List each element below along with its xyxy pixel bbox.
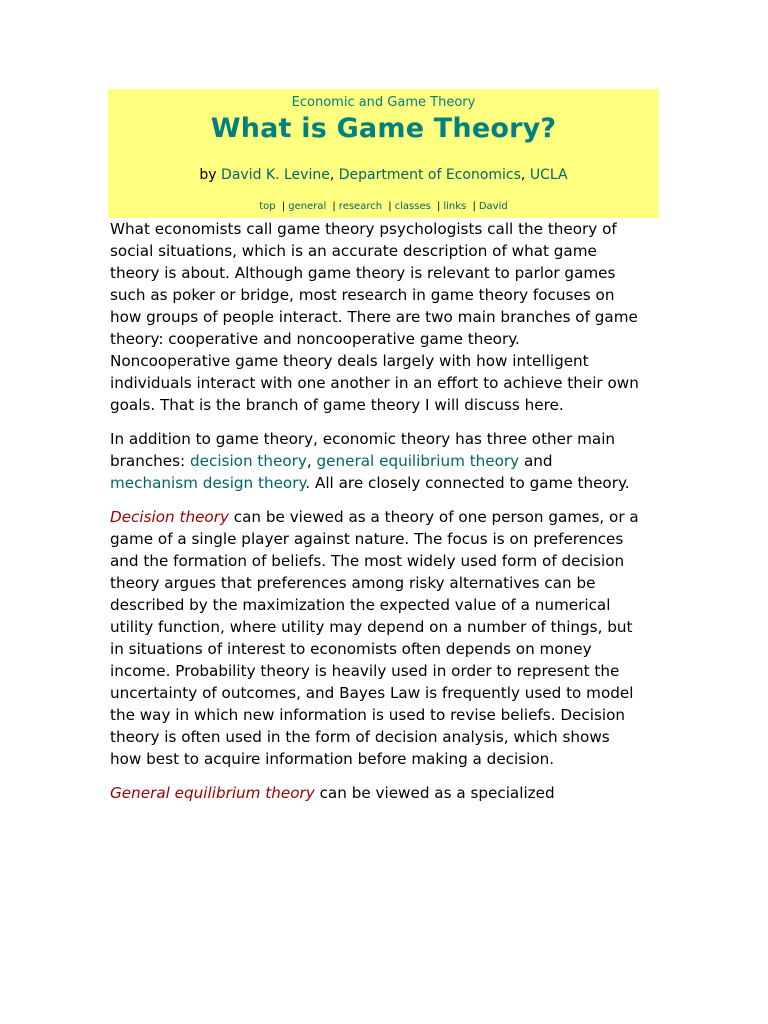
nav-separator: | [332,201,336,212]
term-general-equilibrium-theory: General equilibrium theory [110,784,315,802]
nav-link-research[interactable]: research [338,201,383,212]
paragraph-text: can be viewed as a specialized [314,784,555,802]
nav-separator: | [281,201,286,212]
paragraph-general-equilibrium [110,782,640,804]
paragraph-text: , [306,452,317,470]
paragraph-text: . All are closely connected to game theory. [305,474,630,492]
nav-separator: | [388,201,392,212]
general-equilibrium-theory-link[interactable]: general equilibrium theory [316,452,520,470]
header-banner [108,89,659,218]
nav-bar [108,201,659,212]
department-link[interactable]: Department of Economics [338,167,521,183]
author-link[interactable]: David K. Levine [221,167,330,183]
paragraph-text: and [519,452,553,470]
byline-comma-2: , [520,167,530,183]
article-body [110,218,640,816]
mechanism-design-theory-link[interactable]: mechanism design theory [110,474,306,492]
paragraph-branches [110,428,640,494]
paragraph-intro: What economists call game theory psychologists call the theory of social situations, which is an accurate description of what game theory is about. Although game theory is relevant to parlor games such as poker or bridge, most research in game theory focuses on how groups of people interact. There are two main branches of game theory: cooperative and noncooperative game theory. Noncooperative game theory deals largely with how intelligent individuals interact with one another in an effort to achieve their own goals. That is the branch of game theory I will discuss here. [110,220,639,414]
nav-separator: | [437,201,441,212]
paragraph-text: In addition to game theory, economic theory has three other main branches: [110,430,616,470]
nav-link-classes[interactable]: classes [394,201,431,212]
byline-comma-1: , [329,167,339,183]
university-link[interactable]: UCLA [529,167,568,183]
term-decision-theory: Decision theory [110,508,229,526]
nav-link-general[interactable]: general [288,201,327,212]
decision-theory-link[interactable]: decision theory [190,452,307,470]
page-title: What is Game Theory? [210,113,557,144]
paragraph-text: can be viewed as a theory of one person games, or a game of a single player against nature. The focus is on preferences and the formation of beliefs. The most widely used form of decision theory argues that preferences among risky alternatives can be described by the maximization the expected value of a numerical utility function, where utility may depend on a number of things, but in situations of interest to economists often depends on money income. Probability theory is heavily used in order to represent the uncertainty of outcomes, and Bayes Law is frequently used to model the way in which new information is used to revise beliefs. Decision theory is often used in the form of decision analysis, which shows how best to acquire information before making a decision. [110,508,639,768]
paragraph-decision-theory [110,506,640,770]
nav-separator: | [472,201,476,212]
nav-link-top[interactable]: top [259,201,276,212]
nav-link-links[interactable]: links [443,201,467,212]
site-supertitle: Economic and Game Theory [291,95,476,110]
byline-prefix: by [199,167,222,183]
nav-link-david[interactable]: David [478,201,508,212]
byline [108,167,659,183]
